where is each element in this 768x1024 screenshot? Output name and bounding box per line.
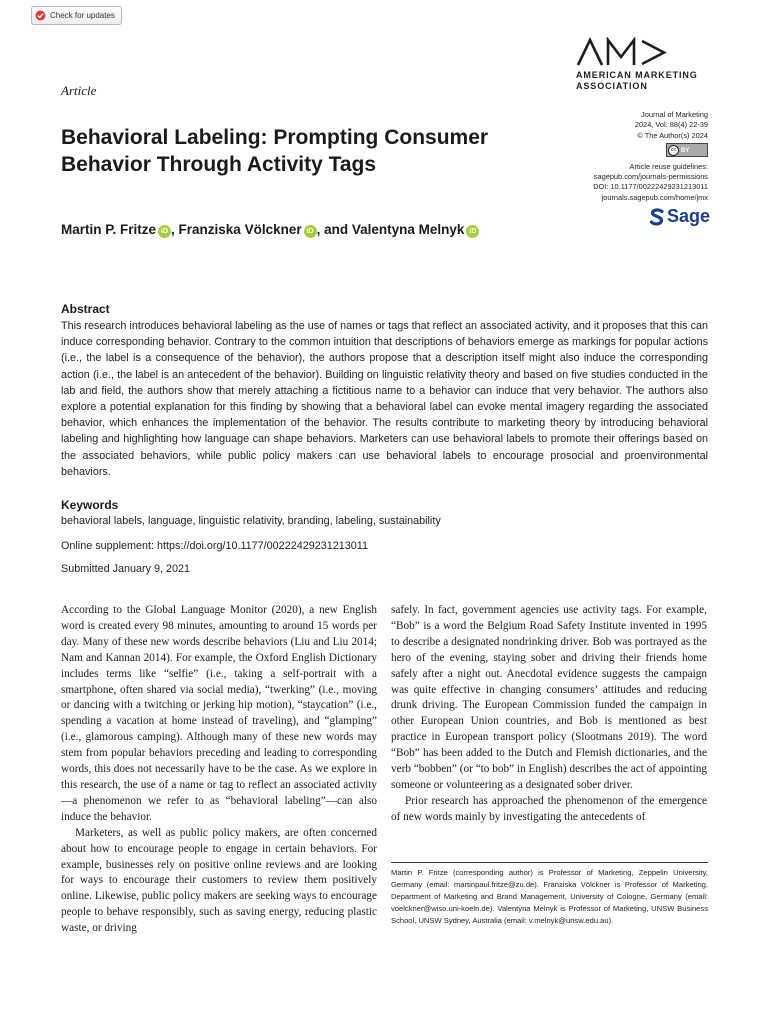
keywords-text: behavioral labels, language, linguistic relativity, branding, labeling, sustainability (61, 515, 441, 527)
cc-license-badge[interactable] (666, 143, 708, 157)
author-3: , and Valentyna Melnyk (316, 222, 465, 237)
paragraph: safely. In fact, government agencies use activity tags. For example, “Bob” is a word the Belgium Road Safety Institute invented in 1995 to describe a designated nondrinking driver. Bob was portrayed as the hero of the evening, staying sober and driving their friends home safely after a night out. Anecdotal evidence suggests the campaign was quite effective in changing consumers’ attitudes and reducing drunk driving. The European Commission funded the campaign in other European Union countries, and Bob is mentioned as best practice in European transport policy (Slootmans 2019). The word “Bob” has been added to the Dutch and Flemish dictionaries, and the verb “bobben” (or “to bob” in English) describes the act of appointing someone or volunteering as a designated sober driver. (391, 604, 707, 791)
ama-line-2: ASSOCIATION (576, 81, 648, 91)
supplement-link[interactable]: https://doi.org/10.1177/00222429231213011 (157, 540, 368, 552)
abstract-heading: Abstract (61, 302, 110, 316)
orcid-icon[interactable]: iD (466, 225, 479, 238)
sage-s-icon (650, 208, 664, 226)
check-for-updates-button[interactable] (31, 6, 122, 25)
body-column-right (391, 603, 707, 826)
orcid-icon[interactable]: iD (158, 225, 171, 238)
doi[interactable]: DOI: 10.1177/00222429231213011 (593, 182, 708, 192)
journal-name: Journal of Marketing (641, 110, 708, 119)
paragraph: According to the Global Language Monitor (2020), a new English word is created every 98 minutes, amounting to around 15 words per day. Many of these new words describe behaviors (Liu and Liu 2014; Nam and Kannan 2014). For example, the Oxford English Dictionary includes terms like “selfie” (i.e., taking a self-portrait with a smartphone, often shared via social media), “twerking” (i.e., moving or dancing with a twitching or jerking hip motion), “staycation” (i.e., spending a vacation at home instead of traveling), and “glamping” (i.e., glamorous camping). Although many of these new words may stem from popular behaviors preceding and leading to corresponding words, this does not necessarily have to be the case. As we explore in this research, the use of a name or tag to reflect an associated activity—a phenomenon we refer to as “behavioral labeling”—can also induce the behavior. (61, 604, 377, 823)
ama-logo (576, 37, 712, 92)
cc-by-label: BY (681, 148, 690, 155)
supplement-label: Online supplement: (61, 540, 158, 552)
cc-icon: cc (668, 145, 679, 156)
journal-volume: 2024, Vol. 88(4) 22-39 (634, 120, 708, 130)
ama-logo-mark (576, 37, 668, 67)
author-2: , Franziska Völckner (171, 222, 302, 237)
reuse-guidelines-label: Article reuse guidelines: (629, 161, 708, 171)
footnote-divider (391, 862, 708, 863)
journal-home-link[interactable]: journals.sagepub.com/home/jmx (601, 192, 708, 202)
permissions-link[interactable]: sagepub.com/journals-permissions (593, 172, 708, 182)
author-1: Martin P. Fritze (61, 222, 157, 237)
sage-label: Sage (667, 206, 711, 226)
author-list (61, 222, 479, 238)
copyright: © The Author(s) 2024 (637, 130, 708, 140)
article-title: Behavioral Labeling: Prompting Consumer Behavior Through Activity Tags (61, 126, 489, 176)
article-type-label: Article (61, 83, 97, 98)
paragraph: Marketers, as well as public policy makers, are often concerned about how to encourage people to engage in certain behaviors. For example, businesses rely on positive online reviews and are looking for ways to encourage their customers to review them positively online. Likewise, public policy makers are seeking ways to encourage people to behave responsibly, such as saving energy, reducing plastic waste, or driving (61, 826, 377, 935)
submitted-date: Submitted January 9, 2021 (61, 563, 191, 575)
ama-line-1: AMERICAN MARKETING (576, 70, 698, 80)
abstract-text: This research introduces behavioral labeling as the use of names or tags that reflect an associated activity, and it proposes that this can induce corresponding behavior. Contrary to the common intuition that descriptions of behaviors emerge as markings for popular actions (i.e., the label is a consequence of the behavior), the authors propose that a description itself might also induce the corresponding action (i.e., the label is an antecedent of the behavior). Building on linguistic relativity theory and based on five studies conducted in the lab and field, the authors show that merely attaching a fictitious name to a behavior can induce that very behavior. The authors also explore a potential explanation for this finding by showing that a behavioral label can evoke mental imagery regarding the associated behavior, which enhances the implementation of the behavior. The results contribute to marketing theory by introducing behavioral labeling and highlighting how language can shape behaviors. Marketers can use behavioral labels to promote their offerings based on the associated behaviors, while public policy makers can use behavioral labels to encourage prosocial and proenvironmental behaviors. (61, 320, 708, 478)
journal-info (560, 110, 708, 203)
check-updates-label: Check for updates (50, 11, 115, 20)
paragraph: Prior research has approached the phenomenon of the emergence of new words mainly by investigating the antecedents of (391, 794, 707, 823)
check-updates-icon (35, 10, 46, 21)
online-supplement (61, 540, 368, 552)
sage-logo (650, 206, 710, 227)
orcid-icon[interactable]: iD (304, 225, 317, 238)
body-column-left (61, 603, 377, 937)
author-footnote: Martin P. Fritze (corresponding author) is Professor of Marketing, Zeppelin University, Germany (email: martinpaul.fritze@zu.de). Franziska Völckner is Professor of Marketing, Department of Marketing and Brand Management, University of Cologne, Germany (email: voelckner@wiso.uni-koeln.de). Valentyna Melnyk is Professor of Marketing, UNSW Business School, UNSW Sydney, Australia (email: v.melnyk@unsw.edu.au). (391, 868, 708, 925)
keywords-heading: Keywords (61, 498, 119, 512)
